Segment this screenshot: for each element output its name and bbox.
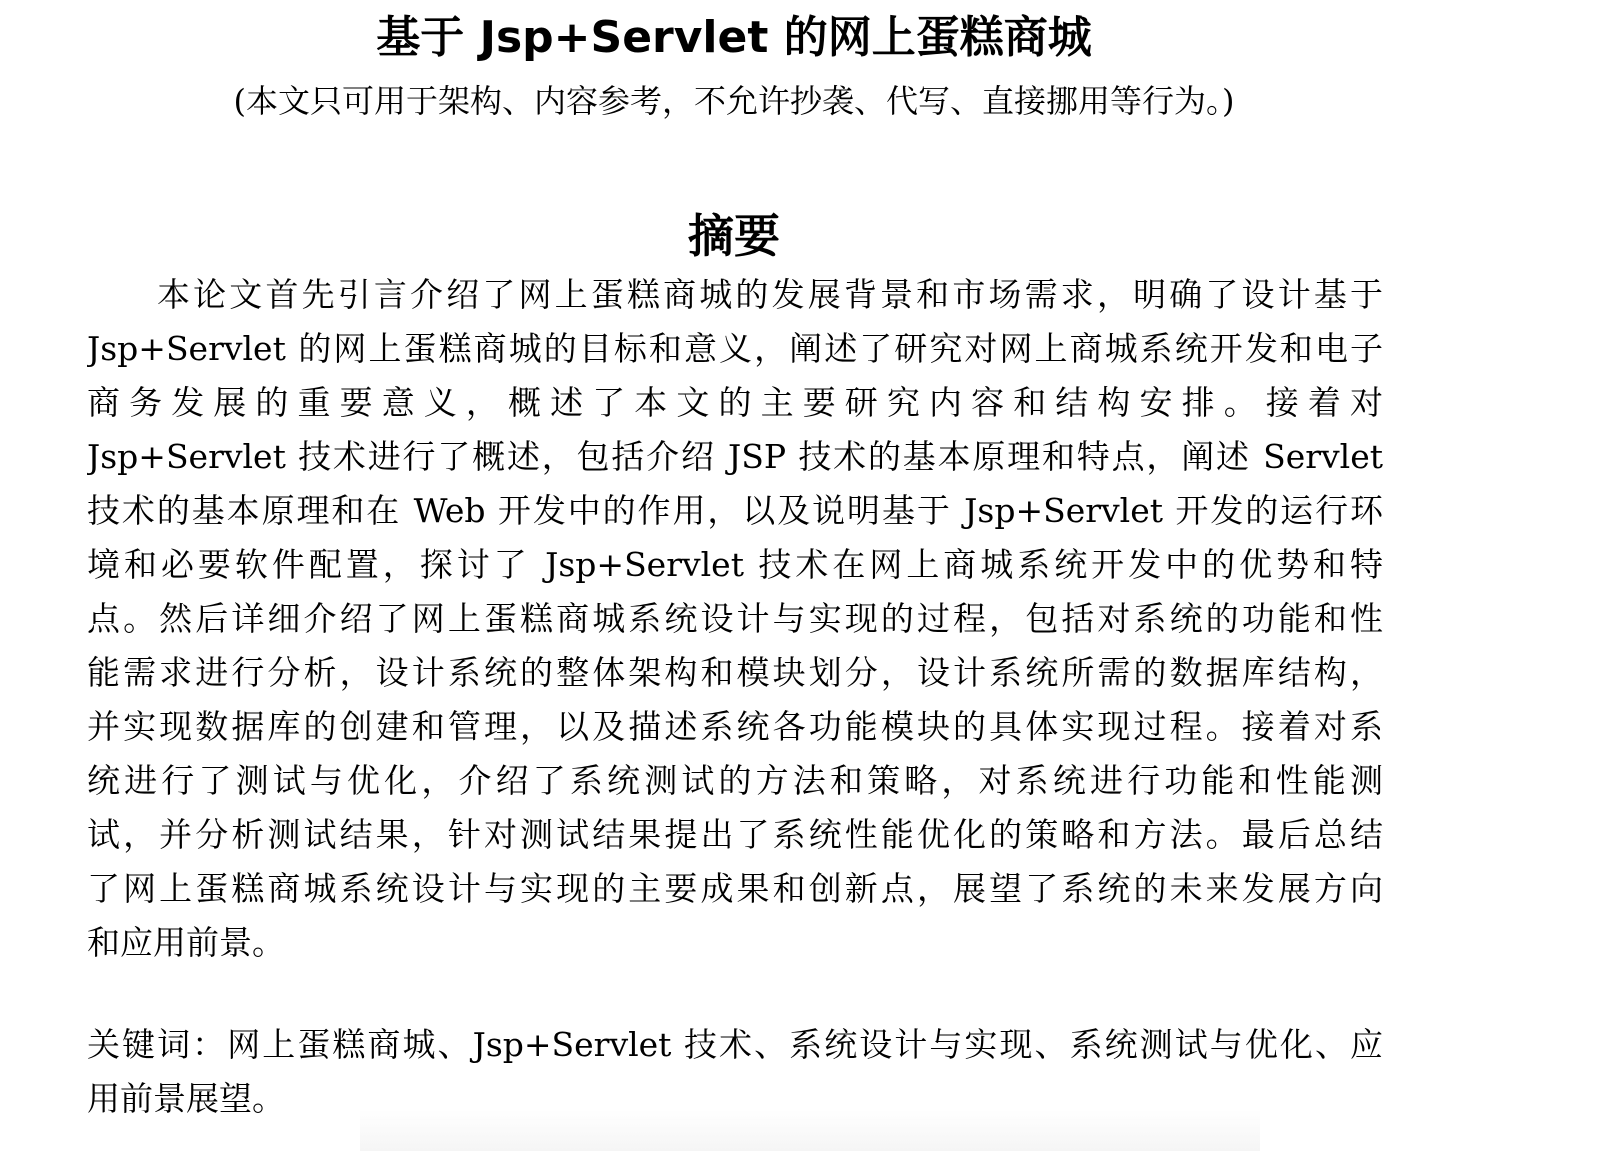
keywords-line: 关键词：网上蛋糕商城、Jsp+Servlet 技术、系统设计与实现、系统测试与优化、应 [87,1025,1383,1064]
keywords-section [87,1018,1383,1126]
abstract-line: Jsp+Servlet 的网上蛋糕商城的目标和意义，阐述了研究对网上商城系统开发和电子 [87,329,1383,368]
usage-notice: (本文只可用于架构、内容参考，不允许抄袭、代写、直接挪用等行为。) [233,82,1235,120]
abstract-line: 点。然后详细介绍了网上蛋糕商城系统设计与实现的过程，包括对系统的功能和性 [87,599,1383,638]
abstract-line: 并实现数据库的创建和管理，以及描述系统各功能模块的具体实现过程。接着对系 [87,707,1383,746]
abstract-heading: 摘要 [688,209,780,263]
keywords-line: 用前景展望。 [87,1079,285,1118]
abstract-line: 试，并分析测试结果，针对测试结果提出了系统性能优化的策略和方法。最后总结 [87,815,1383,854]
abstract-line: 能需求进行分析，设计系统的整体架构和模块划分，设计系统所需的数据库结构， [87,653,1383,692]
abstract-line: 统进行了测试与优化，介绍了系统测试的方法和策略，对系统进行功能和性能测 [87,761,1383,800]
abstract-line: Jsp+Servlet 技术进行了概述，包括介绍 JSP 技术的基本原理和特点，阐述 Servlet [87,437,1383,476]
abstract-line: 了网上蛋糕商城系统设计与实现的主要成果和创新点，展望了系统的未来发展方向 [87,869,1383,908]
abstract-line: 和应用前景。 [87,923,285,962]
abstract-line: 技术的基本原理和在 Web 开发中的作用，以及说明基于 Jsp+Servlet 开发的运行环 [87,491,1383,530]
abstract-line: 本论文首先引言介绍了网上蛋糕商城的发展背景和市场需求，明确了设计基于 [157,275,1383,314]
abstract-line: 商务发展的重要意义，概述了本文的主要研究内容和结构安排。接着对 [87,383,1383,422]
document-title: 基于 Jsp+Servlet 的网上蛋糕商城 [376,12,1092,63]
abstract-line: 境和必要软件配置，探讨了 Jsp+Servlet 技术在网上商城系统开发中的优势和特 [87,545,1383,584]
abstract-body [87,268,1383,970]
